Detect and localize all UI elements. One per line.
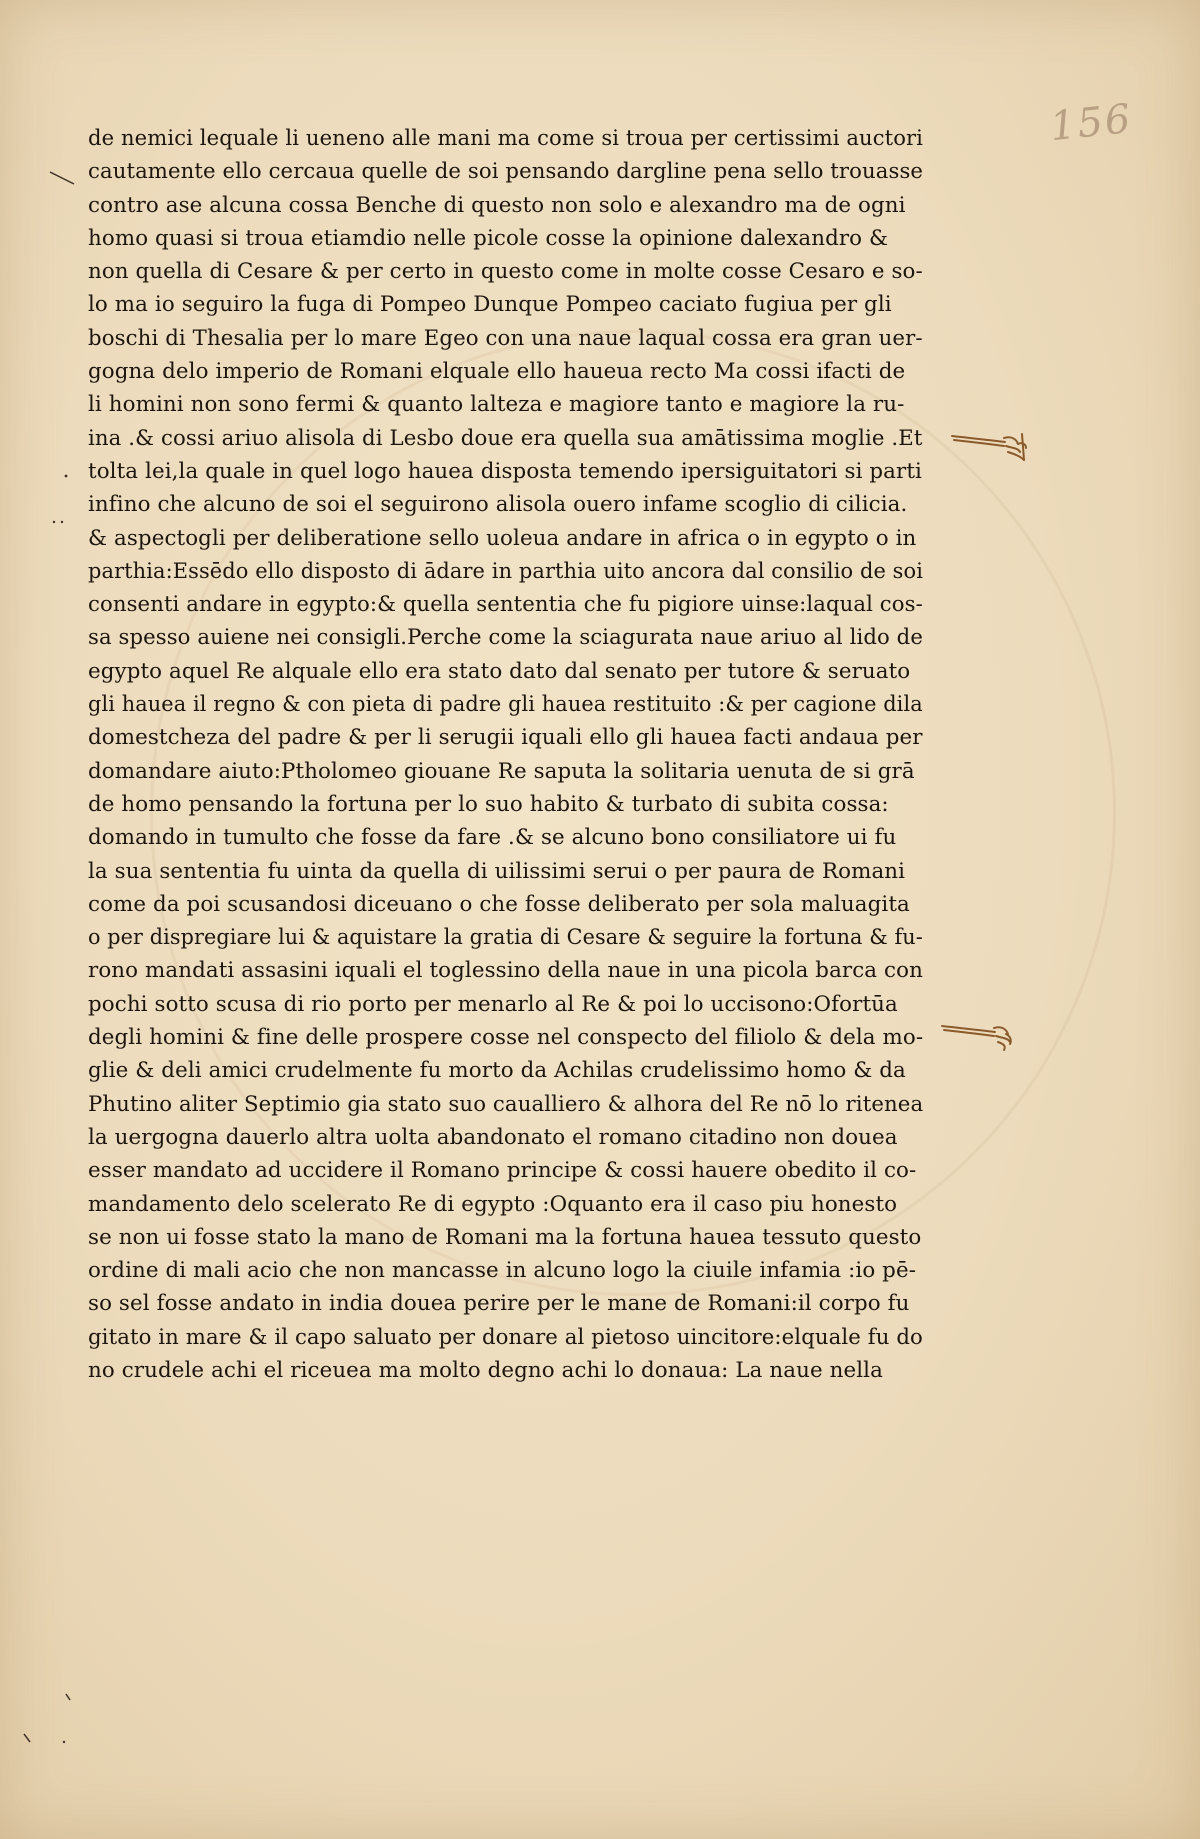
text-line: cautamente ello cercaua quelle de soi pensando dargline pena sello trouasse xyxy=(88,159,924,185)
text-line: domandare aiuto:Ptholomeo giouane Re saputa la solitaria uenuta de si grā xyxy=(88,758,915,784)
text-line: come da poi scusandosi diceuano o che fosse deliberato per sola maluagita xyxy=(88,891,910,917)
text-line: rono mandati assasini iquali el toglessino della naue in una picola barca con xyxy=(88,958,923,984)
manicule-icon xyxy=(950,426,1030,466)
text-line: infino che alcuno de soi el seguirono alisola ouero infame scoglio di cilicia. xyxy=(88,492,908,518)
text-line: no crudele achi el riceuea ma molto degno achi lo donaua: La naue nella xyxy=(88,1357,883,1383)
text-line: o per dispregiare lui & aquistare la gratia di Cesare & seguire la fortuna & fu- xyxy=(88,925,923,951)
text-line: so sel fosse andato in india douea perire per le mane de Romani:il corpo fu xyxy=(88,1291,910,1317)
text-line: la uergogna dauerlo altra uolta abandonato el romano citadino non douea xyxy=(88,1124,898,1150)
text-line: contro ase alcuna cossa Benche di questo non solo e alexandro ma de ogni xyxy=(88,192,906,218)
text-line: de nemici lequale li ueneno alle mani ma come si troua per certissimi auctori xyxy=(88,126,924,151)
text-line: mandamento delo scelerato Re di egypto :Oquanto era il caso piu honesto xyxy=(88,1191,898,1217)
text-line: ordine di mali acio che non mancasse in alcuno logo la ciuile infamia :io pē- xyxy=(88,1258,917,1284)
text-line: esser mandato ad uccidere il Romano principe & cossi hauere obedito il co- xyxy=(88,1158,917,1184)
margin-tick-mark xyxy=(48,168,78,188)
text-line: de homo pensando la fortuna per lo suo habito & turbato di subita cossa: xyxy=(88,791,889,817)
text-line: se non ui fosse stato la mano de Romani ma la fortuna hauea tessuto questo xyxy=(88,1224,922,1250)
margin-dot-mark xyxy=(60,470,80,490)
text-line: homo quasi si troua etiamdio nelle picole cosse la opinione dalexandro & xyxy=(88,225,889,251)
text-line: domando in tumulto che fosse da fare .& se alcuno bono consiliatore ui fu xyxy=(88,825,897,851)
text-line: gogna delo imperio de Romani elquale ello haueua recto Ma cossi ifacti de xyxy=(88,359,906,385)
text-line: non quella di Cesare & per certo in questo come in molte cosse Cesaro e so- xyxy=(88,259,923,285)
text-line: ina .& cossi ariuo alisola di Lesbo doue era quella sua amātissima moglie .Et xyxy=(88,425,923,451)
text-line: domestcheza del padre & per li serugii iquali ello gli hauea facti andaua per xyxy=(88,725,923,751)
text-line: li homini non sono fermi & quanto lalteza e magiore tanto e magiore la ru- xyxy=(88,392,905,418)
text-line: gitato in mare & il capo saluato per donare al pietoso uincitore:elquale fu do xyxy=(88,1324,923,1350)
text-line: sa spesso auiene nei consigli.Perche come la sciagurata naue ariuo al lido de xyxy=(88,625,923,651)
text-line: boschi di Thesalia per lo mare Egeo con una naue laqual cossa era gran uer- xyxy=(88,325,923,351)
text-line: degli homini & fine delle prospere cosse nel conspecto del filiolo & dela mo- xyxy=(88,1025,924,1051)
text-line: & aspectogli per deliberatione sello uoleua andare in africa o in egypto o in xyxy=(88,525,917,551)
text-line: parthia:Essēdo ello disposto di ādare in parthia uito ancora dal consilio de soi xyxy=(88,558,923,584)
text-line: pochi sotto scusa di rio porto per menarlo al Re & poi lo uccisono:Ofortūa xyxy=(88,991,898,1017)
margin-dot-mark xyxy=(50,512,80,532)
margin-tick-mark xyxy=(18,1690,78,1750)
text-line: consenti andare in egypto:& quella sententia che fu pigiore uinse:laqual cos- xyxy=(88,592,923,618)
text-block xyxy=(88,122,928,1387)
manicule-icon xyxy=(940,1016,1020,1056)
text-line: egypto aquel Re alquale ello era stato dato dal senato per tutore & seruato xyxy=(88,658,911,684)
text-line: la sua sententia fu uinta da quella di uilissimi serui o per paura de Romani xyxy=(88,858,906,884)
text-line: lo ma io seguiro la fuga di Pompeo Dunque Pompeo caciato fugiua per gli xyxy=(88,292,892,318)
folio-number: 156 xyxy=(1047,95,1135,151)
text-line: glie & deli amici crudelmente fu morto da Achilas crudelissimo homo & da xyxy=(88,1058,906,1084)
text-line: Phutino aliter Septimio gia stato suo caualliero & alhora del Re nō lo ritenea xyxy=(88,1091,924,1117)
text-line: gli hauea il regno & con pieta di padre gli hauea restituito :& per cagione dila xyxy=(88,692,923,718)
text-line: tolta lei,la quale in quel logo hauea disposta temendo ipersiguitatori si parti xyxy=(88,458,922,484)
